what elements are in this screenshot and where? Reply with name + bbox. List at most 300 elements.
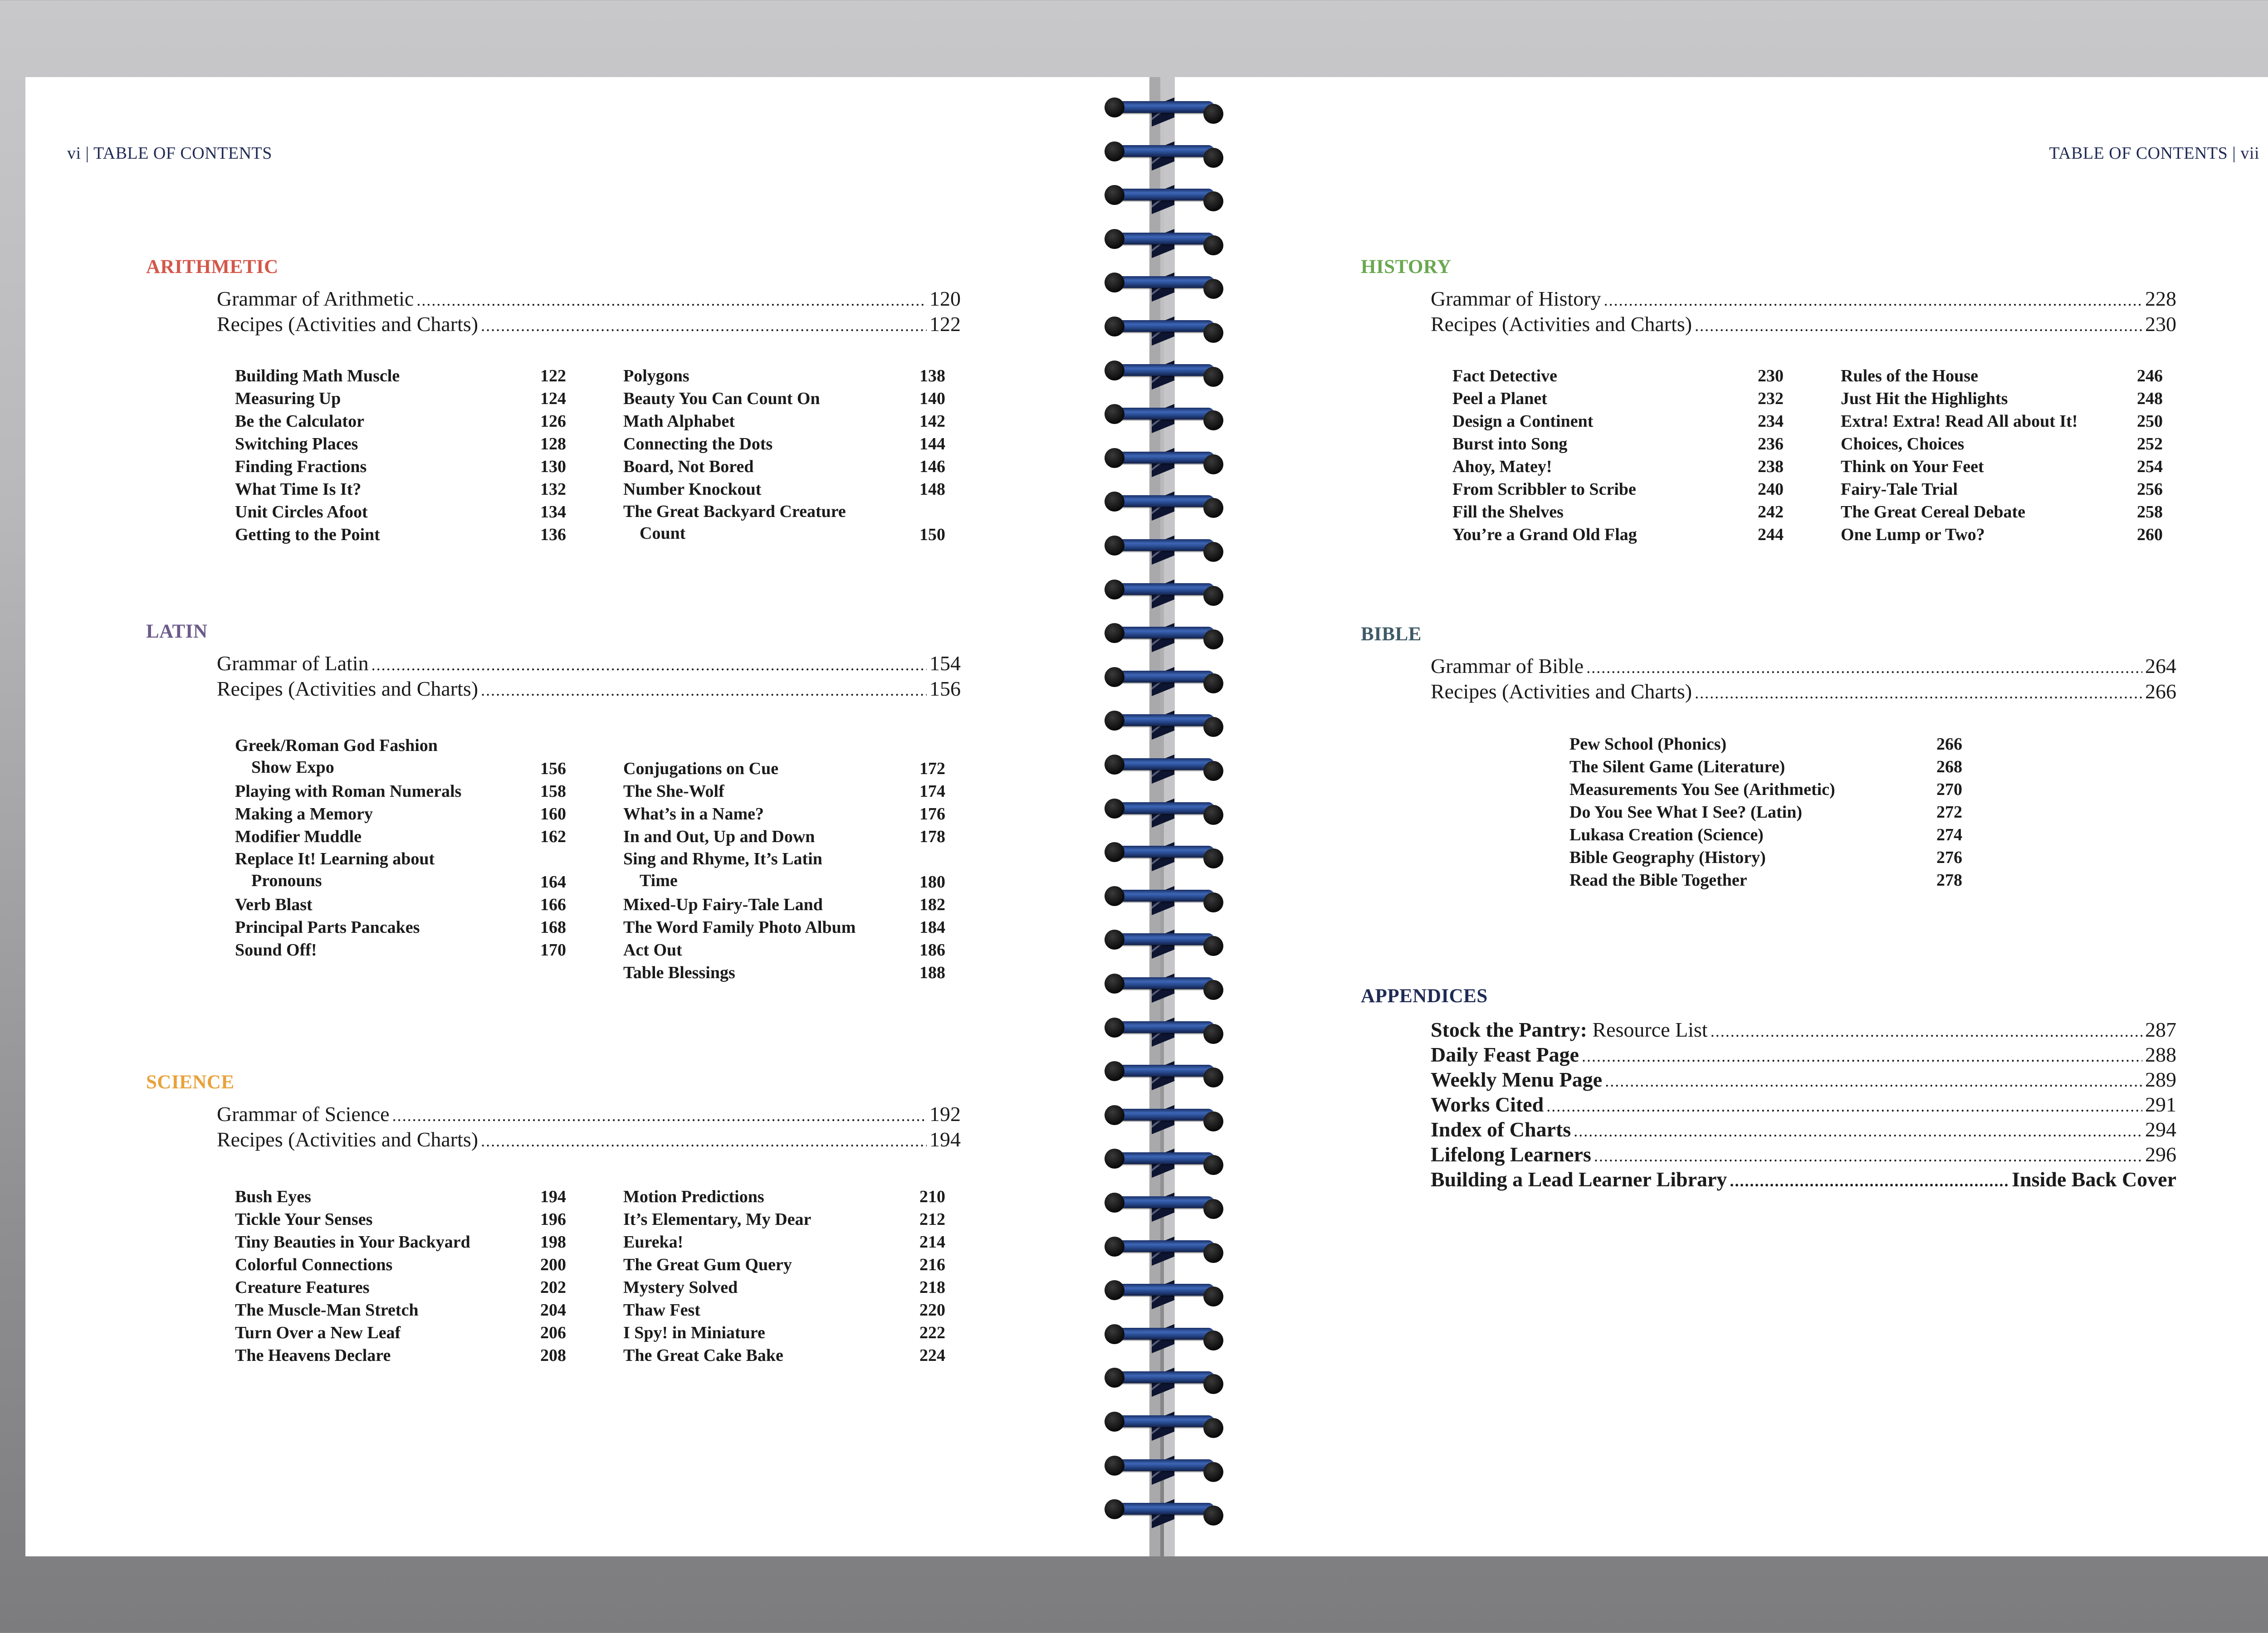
recipe-title-line: The Great Gum Query — [623, 1255, 792, 1274]
recipe-title-line: Peel a Planet — [1452, 389, 1547, 408]
recipe-title — [623, 1344, 945, 1367]
recipe-title — [235, 1276, 566, 1299]
recipe-title-line: Replace It! Learning about — [235, 849, 435, 868]
entry-page: 192 — [929, 1102, 961, 1126]
recipe-entry[interactable] — [235, 410, 566, 433]
recipe-page: 212 — [919, 1210, 945, 1229]
recipe-entry[interactable] — [235, 916, 566, 939]
recipe-entry[interactable] — [623, 961, 945, 984]
spiral-coil — [1105, 361, 1222, 388]
entry-label-bold: Works Cited — [1431, 1093, 1544, 1116]
recipe-page: 248 — [2137, 389, 2163, 408]
recipe-title-line: Do You See What I See? (Latin) — [1569, 803, 1803, 822]
recipe-entry[interactable] — [623, 1253, 945, 1276]
entry-page: 230 — [2145, 312, 2176, 336]
recipe-title-line: Beauty You Can Count On — [623, 389, 820, 408]
entry-label: Recipes (Activities and Charts) — [217, 1128, 479, 1151]
recipe-title — [623, 757, 945, 780]
recipe-page: 164 — [540, 873, 566, 892]
recipe-title-line: The Great Cake Bake — [623, 1346, 783, 1365]
recipe-title-line: It’s Elementary, My Dear — [623, 1210, 811, 1229]
recipe-title-line: Be the Calculator — [235, 412, 364, 431]
recipe-page: 150 — [919, 525, 945, 544]
recipe-page: 132 — [540, 480, 566, 499]
recipe-title — [1569, 756, 1962, 778]
recipe-title-line: Making a Memory — [235, 804, 373, 824]
entry-page: 287 — [2145, 1018, 2176, 1041]
recipe-page: 146 — [919, 457, 945, 476]
recipe-page: 182 — [919, 895, 945, 914]
recipe-title-line: The Great Backyard Creature — [623, 502, 846, 521]
entry-label: Recipes (Activities and Charts) — [1431, 680, 1692, 703]
recipe-title-line: Turn Over a New Leaf — [235, 1323, 401, 1342]
recipe-entry[interactable] — [623, 848, 945, 893]
recipe-page: 268 — [1936, 757, 1962, 776]
recipe-title — [235, 893, 566, 916]
recipe-title-line: Mixed-Up Fairy-Tale Land — [623, 895, 823, 914]
spiral-coil — [1105, 711, 1222, 738]
recipe-title — [1841, 501, 2163, 523]
entry-label — [1431, 1043, 1579, 1067]
recipe-entry[interactable] — [1569, 778, 1962, 801]
entry-label — [1431, 1142, 1591, 1166]
recipe-entry[interactable] — [623, 410, 945, 433]
recipe-title-line: Fact Detective — [1452, 366, 1558, 385]
recipe-entry[interactable] — [235, 735, 566, 780]
recipe-entry[interactable] — [623, 433, 945, 455]
toc-entry-appendix[interactable] — [1431, 1043, 2176, 1068]
toc-entry-grammar-bible[interactable] — [1431, 654, 2176, 679]
recipe-title-line: Pew School (Phonics) — [1569, 735, 1727, 754]
recipe-entry[interactable] — [623, 780, 945, 803]
recipe-entry[interactable] — [1452, 523, 1784, 546]
recipe-entry[interactable] — [235, 1276, 566, 1299]
recipe-title — [1569, 824, 1962, 846]
recipe-entry[interactable] — [623, 939, 945, 961]
entry-label — [1431, 1018, 1708, 1042]
recipe-entry[interactable] — [1569, 733, 1962, 756]
section-title-latin: LATIN — [146, 621, 208, 642]
entry-label: Grammar of Science — [217, 1102, 390, 1126]
entry-label: Grammar of History — [1431, 287, 1601, 310]
toc-entry-recipes-bible[interactable] — [1431, 679, 2176, 705]
entry-label-bold: Building a Lead Learner Library — [1431, 1168, 1727, 1191]
recipe-entry[interactable] — [235, 825, 566, 848]
recipe-entry[interactable] — [1569, 801, 1962, 824]
recipe-title-line: Eureka! — [623, 1233, 684, 1252]
recipe-entry[interactable] — [1841, 365, 2163, 387]
entry-page: 294 — [2145, 1118, 2176, 1141]
toc-entry-appendix[interactable] — [1431, 1117, 2176, 1143]
recipe-title-line: Pronouns — [251, 871, 322, 890]
toc-entry-appendix[interactable] — [1431, 1092, 2176, 1118]
entry-label: Grammar of Bible — [1431, 654, 1584, 678]
spiral-coil — [1105, 97, 1222, 125]
recipe-title-line: Math Alphabet — [623, 412, 735, 431]
spiral-coil — [1105, 623, 1222, 650]
recipe-title-line: What Time Is It? — [235, 480, 362, 499]
recipe-entry[interactable] — [235, 939, 566, 961]
recipe-page: 184 — [919, 918, 945, 937]
recipe-title — [235, 1253, 566, 1276]
recipe-entry[interactable] — [235, 780, 566, 803]
spiral-coil — [1105, 492, 1222, 519]
recipe-title-line: Measurements You See (Arithmetic) — [1569, 780, 1835, 799]
dot-leader — [1582, 1047, 2142, 1066]
recipe-entry[interactable] — [623, 757, 945, 780]
recipe-page: 124 — [540, 389, 566, 408]
recipe-page: 156 — [540, 759, 566, 778]
recipe-title-line: Colorful Connections — [235, 1255, 393, 1274]
entry-label-rest: Resource List — [1587, 1018, 1708, 1041]
recipe-page: 128 — [540, 434, 566, 453]
recipe-page: 270 — [1936, 780, 1962, 799]
recipe-title — [1841, 478, 2163, 501]
recipe-entry[interactable] — [623, 365, 945, 387]
spiral-coil — [1105, 536, 1222, 563]
recipe-page: 204 — [540, 1301, 566, 1320]
recipe-entry[interactable] — [623, 916, 945, 939]
recipe-title-line: Board, Not Bored — [623, 457, 754, 476]
entry-label-bold: Weekly Menu Page — [1431, 1068, 1603, 1091]
entry-page: 296 — [2145, 1143, 2176, 1166]
toc-entry-appendix[interactable] — [1431, 1142, 2176, 1168]
spiral-coil — [1105, 580, 1222, 607]
recipe-title-line: Polygons — [623, 366, 689, 385]
recipe-title-line: In and Out, Up and Down — [623, 827, 815, 846]
recipe-entry[interactable] — [1452, 478, 1784, 501]
recipe-page: 174 — [919, 782, 945, 801]
recipe-entry[interactable] — [235, 455, 566, 478]
recipe-entry[interactable] — [235, 478, 566, 501]
recipe-title-line: Act Out — [623, 941, 682, 960]
recipe-title — [1841, 455, 2163, 478]
entry-label-bold: Lifelong Learners — [1431, 1143, 1591, 1166]
recipe-title-line: Building Math Muscle — [235, 366, 400, 385]
recipe-title — [235, 803, 566, 825]
recipe-title-line: Number Knockout — [623, 480, 762, 499]
recipe-title-line: The Heavens Declare — [235, 1346, 391, 1365]
recipe-entry[interactable] — [623, 893, 945, 916]
recipe-page: 224 — [919, 1346, 945, 1365]
recipe-entry[interactable] — [235, 1321, 566, 1344]
toc-entry-grammar-history[interactable] — [1431, 287, 2176, 312]
recipe-title — [623, 1321, 945, 1344]
recipe-title-line: Bible Geography (History) — [1569, 848, 1766, 867]
running-head-right: TABLE OF CONTENTS | vii — [2049, 144, 2259, 163]
recipe-page: 142 — [919, 412, 945, 431]
spiral-coil — [1105, 273, 1222, 300]
recipe-title — [235, 916, 566, 939]
recipe-page: 256 — [2137, 480, 2163, 499]
spiral-coil — [1105, 1280, 1222, 1307]
recipe-list-latin-col1 — [235, 735, 566, 961]
toc-entry-grammar-arithmetic[interactable] — [217, 287, 961, 312]
recipe-entry[interactable] — [623, 478, 945, 501]
recipe-entry[interactable] — [623, 1231, 945, 1253]
recipe-title — [235, 523, 566, 546]
recipe-page: 210 — [919, 1187, 945, 1206]
entry-label — [1431, 1068, 1602, 1092]
recipe-entry[interactable] — [1569, 756, 1962, 778]
recipe-title-line: Lukasa Creation (Science) — [1569, 825, 1764, 844]
recipe-title-line: One Lump or Two? — [1841, 525, 1985, 544]
recipe-entry[interactable] — [623, 501, 945, 546]
recipe-page: 168 — [540, 918, 566, 937]
recipe-entry[interactable] — [1569, 869, 1962, 892]
spiral-coil — [1105, 229, 1222, 256]
recipe-title-line: Sing and Rhyme, It’s Latin — [623, 849, 822, 868]
toc-entry-grammar-latin[interactable] — [217, 651, 961, 677]
section-title-bible: BIBLE — [1361, 624, 1422, 645]
entry-page: 266 — [2145, 680, 2176, 703]
recipe-title — [235, 365, 566, 387]
recipe-title — [623, 916, 945, 939]
recipe-entry[interactable] — [235, 365, 566, 387]
recipe-page: 266 — [1936, 735, 1962, 754]
recipe-title-line: Count — [640, 524, 686, 543]
spiral-coil — [1105, 1193, 1222, 1220]
recipe-entry[interactable] — [623, 1321, 945, 1344]
toc-entry-recipes-history[interactable] — [1431, 312, 2176, 337]
recipe-title — [235, 455, 566, 478]
recipe-title-line: Just Hit the Highlights — [1841, 389, 2008, 408]
recipe-entry[interactable] — [1452, 455, 1784, 478]
recipe-title — [623, 1253, 945, 1276]
recipe-title — [623, 1276, 945, 1299]
spiral-coil — [1105, 799, 1222, 826]
recipe-entry[interactable] — [1452, 433, 1784, 455]
spiral-coil — [1105, 755, 1222, 782]
recipe-entry[interactable] — [235, 1344, 566, 1367]
entry-label — [1431, 1117, 1571, 1141]
recipe-title — [1569, 733, 1962, 756]
entry-page: Inside Back Cover — [2012, 1168, 2176, 1191]
recipe-entry[interactable] — [235, 848, 566, 893]
recipe-entry[interactable] — [235, 433, 566, 455]
recipe-title — [1452, 455, 1784, 478]
recipe-title — [623, 893, 945, 916]
recipe-entry[interactable] — [1841, 455, 2163, 478]
recipe-entry[interactable] — [235, 1231, 566, 1253]
toc-entry-recipes-arithmetic[interactable] — [217, 312, 961, 337]
recipe-title-line: Verb Blast — [235, 895, 313, 914]
entry-label-bold: Stock the Pantry: — [1431, 1018, 1587, 1041]
recipe-page: 238 — [1758, 457, 1784, 476]
recipe-title — [623, 848, 945, 892]
recipe-page: 250 — [2137, 412, 2163, 431]
recipe-page: 254 — [2137, 457, 2163, 476]
recipe-title — [235, 387, 566, 410]
spiral-coil — [1105, 141, 1222, 169]
dot-leader — [1574, 1121, 2142, 1141]
recipe-title-line: Time — [640, 871, 678, 890]
toc-entry-recipes-science[interactable] — [217, 1127, 961, 1153]
recipe-list-latin-col2 — [623, 757, 945, 984]
entry-page: 194 — [929, 1128, 961, 1151]
recipe-title — [235, 501, 566, 523]
recipe-entry[interactable] — [1569, 846, 1962, 869]
recipe-title-line: Creature Features — [235, 1278, 370, 1297]
dot-leader — [1711, 1022, 2142, 1041]
recipe-entry[interactable] — [623, 455, 945, 478]
recipe-title — [235, 825, 566, 848]
recipe-page: 252 — [2137, 434, 2163, 453]
recipe-page: 230 — [1758, 366, 1784, 385]
recipe-entry[interactable] — [623, 1208, 945, 1231]
spiral-coil — [1105, 667, 1222, 694]
recipe-title-line: Sound Off! — [235, 941, 317, 960]
recipe-list-bible — [1569, 733, 1962, 892]
recipe-page: 138 — [919, 366, 945, 385]
recipe-title-line: Fill the Shelves — [1452, 502, 1564, 522]
recipe-entry[interactable] — [235, 1208, 566, 1231]
recipe-page: 178 — [919, 827, 945, 846]
recipe-entry[interactable] — [1841, 501, 2163, 523]
entry-page: 120 — [929, 287, 961, 310]
recipe-list-arithmetic-col2 — [623, 365, 945, 546]
recipe-title — [1569, 801, 1962, 824]
recipe-page: 216 — [919, 1255, 945, 1274]
recipe-title-line: Show Expo — [251, 758, 334, 777]
recipe-title — [623, 410, 945, 433]
recipe-title — [235, 1299, 566, 1321]
recipe-entry[interactable] — [1452, 410, 1784, 433]
recipe-entry[interactable] — [235, 1185, 566, 1208]
recipe-entry[interactable] — [1569, 824, 1962, 846]
recipe-title — [623, 825, 945, 848]
recipe-list-arithmetic-col1 — [235, 365, 566, 546]
recipe-page: 240 — [1758, 480, 1784, 499]
dot-leader — [1605, 1072, 2142, 1091]
recipe-title-line: Thaw Fest — [623, 1301, 700, 1320]
recipe-page: 148 — [919, 480, 945, 499]
recipe-title-line: Principal Parts Pancakes — [235, 918, 420, 937]
recipe-title-line: Think on Your Feet — [1841, 457, 1984, 476]
recipe-entry[interactable] — [623, 825, 945, 848]
toc-entry-appendix[interactable] — [1431, 1167, 2176, 1193]
recipe-title — [1569, 869, 1962, 892]
recipe-entry[interactable] — [1841, 410, 2163, 433]
recipe-entry[interactable] — [623, 1276, 945, 1299]
toc-entry-grammar-science[interactable] — [217, 1102, 961, 1127]
recipe-entry[interactable] — [1452, 387, 1784, 410]
recipe-page: 214 — [919, 1233, 945, 1252]
spiral-coil — [1105, 842, 1222, 869]
recipe-entry[interactable] — [623, 387, 945, 410]
recipe-page: 196 — [540, 1210, 566, 1229]
dot-leader — [1730, 1171, 2009, 1190]
recipe-title — [1841, 410, 2163, 433]
recipe-title-line: Table Blessings — [623, 963, 735, 982]
recipe-title — [623, 1231, 945, 1253]
recipe-entry[interactable] — [235, 803, 566, 825]
recipe-entry[interactable] — [623, 1185, 945, 1208]
recipe-entry[interactable] — [623, 1344, 945, 1367]
recipe-page: 218 — [919, 1278, 945, 1297]
recipe-entry[interactable] — [235, 1253, 566, 1276]
recipe-entry[interactable] — [235, 893, 566, 916]
recipe-list-history-col1 — [1452, 365, 1784, 546]
recipe-list-science-col1 — [235, 1185, 566, 1367]
recipe-title — [235, 410, 566, 433]
recipe-page: 202 — [540, 1278, 566, 1297]
recipe-title — [623, 1299, 945, 1321]
recipe-title — [1841, 523, 2163, 546]
recipe-title — [1452, 387, 1784, 410]
recipe-title — [235, 735, 566, 778]
recipe-entry[interactable] — [1841, 433, 2163, 455]
spiral-coil — [1105, 1105, 1222, 1132]
spiral-coil — [1105, 930, 1222, 957]
recipe-page: 200 — [540, 1255, 566, 1274]
entry-label: Grammar of Latin — [217, 652, 369, 675]
recipe-title — [1569, 846, 1962, 869]
recipe-title — [623, 455, 945, 478]
recipe-title-line: The Muscle-Man Stretch — [235, 1301, 419, 1320]
recipe-entry[interactable] — [235, 387, 566, 410]
entry-label: Recipes (Activities and Charts) — [1431, 312, 1692, 336]
recipe-title — [235, 1185, 566, 1208]
recipe-title — [235, 939, 566, 961]
entry-label — [1431, 1092, 1544, 1116]
entry-page: 228 — [2145, 287, 2176, 310]
recipe-title — [1569, 778, 1962, 801]
recipe-page: 188 — [919, 963, 945, 982]
recipe-title-line: Extra! Extra! Read All about It! — [1841, 412, 2078, 431]
recipe-page: 236 — [1758, 434, 1784, 453]
recipe-entry[interactable] — [1841, 478, 2163, 501]
section-title-history: HISTORY — [1361, 256, 1452, 278]
spiral-coil — [1105, 185, 1222, 212]
recipe-entry[interactable] — [623, 803, 945, 825]
recipe-title-line: Measuring Up — [235, 389, 341, 408]
recipe-entry[interactable] — [235, 501, 566, 523]
recipe-title — [235, 433, 566, 455]
toc-entry-appendix[interactable] — [1431, 1068, 2176, 1093]
recipe-title-line: I Spy! in Miniature — [623, 1323, 765, 1342]
recipe-title-line: The Silent Game (Literature) — [1569, 757, 1785, 776]
recipe-title-line: The She-Wolf — [623, 782, 724, 801]
entry-page: 291 — [2145, 1093, 2176, 1116]
recipe-title-line: Unit Circles Afoot — [235, 502, 368, 522]
toc-entry-recipes-latin[interactable] — [217, 677, 961, 702]
recipe-page: 160 — [540, 804, 566, 824]
toc-entry-appendix[interactable] — [1431, 1018, 2176, 1043]
recipe-page: 144 — [919, 434, 945, 453]
recipe-title-line: Playing with Roman Numerals — [235, 782, 462, 801]
recipe-entry[interactable] — [1452, 365, 1784, 387]
recipe-entry[interactable] — [235, 1299, 566, 1321]
recipe-title-line: Fairy-Tale Trial — [1841, 480, 1958, 499]
recipe-entry[interactable] — [1452, 501, 1784, 523]
recipe-title — [623, 1185, 945, 1208]
recipe-entry[interactable] — [235, 523, 566, 546]
recipe-page: 158 — [540, 782, 566, 801]
recipe-title-line: Read the Bible Together — [1569, 871, 1747, 890]
recipe-entry[interactable] — [1841, 523, 2163, 546]
recipe-page: 140 — [919, 389, 945, 408]
spiral-coil — [1105, 1368, 1222, 1395]
recipe-entry[interactable] — [623, 1299, 945, 1321]
recipe-page: 244 — [1758, 525, 1784, 544]
recipe-title — [235, 848, 566, 892]
recipe-list-science-col2 — [623, 1185, 945, 1367]
spiral-coil — [1105, 1149, 1222, 1176]
recipe-title-line: Ahoy, Matey! — [1452, 457, 1552, 476]
recipe-page: 208 — [540, 1346, 566, 1365]
recipe-entry[interactable] — [1841, 387, 2163, 410]
